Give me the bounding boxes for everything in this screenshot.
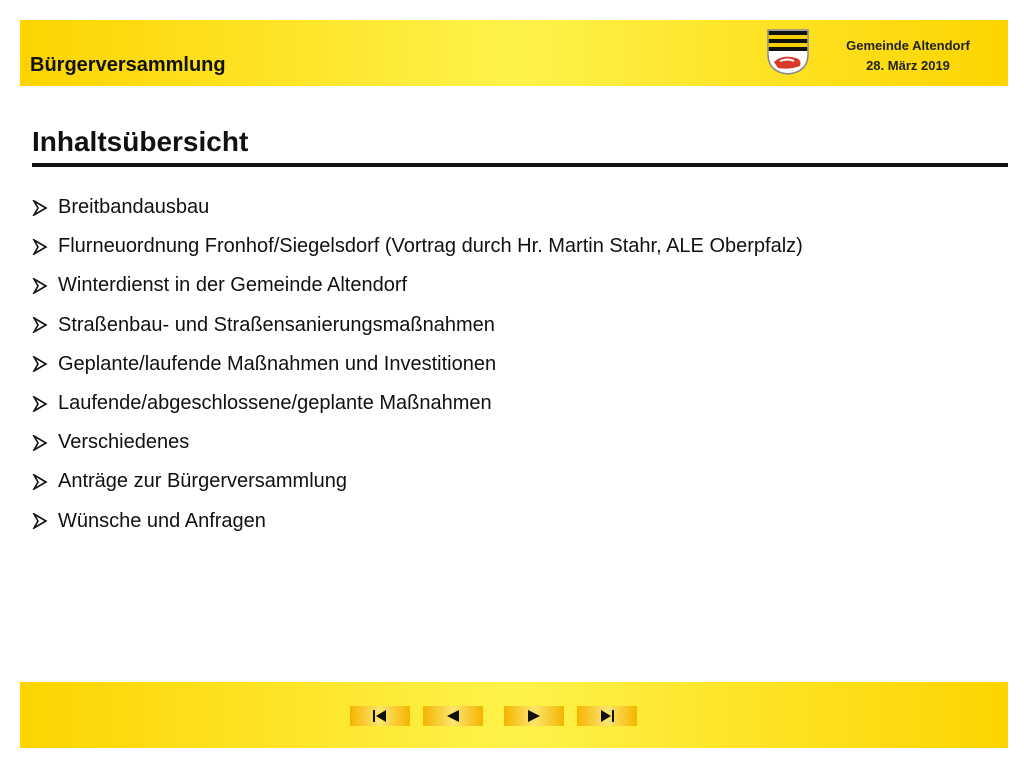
arrow-bullet-icon: [32, 513, 52, 529]
agenda-item: [32, 188, 803, 227]
arrow-bullet-icon: [32, 278, 52, 294]
last-slide-button[interactable]: [577, 706, 637, 726]
agenda-item-label: Laufende/abgeschlossene/geplante Maßnahmen: [58, 392, 492, 415]
agenda-item: [32, 345, 803, 384]
agenda-item: [32, 423, 803, 462]
last-slide-icon: [597, 709, 617, 723]
agenda-item: [32, 502, 803, 541]
agenda-item-label: Anträge zur Bürgerversammlung: [58, 470, 348, 493]
arrow-bullet-icon: [32, 356, 52, 372]
arrow-bullet-icon: [32, 396, 52, 412]
agenda-item: [32, 306, 803, 345]
arrow-bullet-icon: [32, 435, 52, 451]
arrow-bullet-icon: [32, 317, 52, 333]
presentation-title: Bürgerversammlung: [30, 54, 226, 76]
footer-bar: [20, 682, 1008, 748]
agenda-item-label: Wünsche und Anfragen: [58, 509, 266, 532]
first-slide-icon: [370, 709, 390, 723]
next-slide-icon: [524, 709, 544, 723]
previous-slide-icon: [443, 709, 463, 723]
agenda-item: [32, 384, 803, 423]
municipality-name: Gemeinde Altendorf: [846, 38, 970, 53]
arrow-bullet-icon: [32, 200, 52, 216]
agenda-item-label: Breitbandausbau: [58, 196, 210, 219]
agenda-item: [32, 462, 803, 501]
title-divider: [32, 163, 1008, 167]
agenda-item: [32, 227, 803, 266]
agenda-item-label: Winterdienst in der Gemeinde Altendorf: [58, 274, 408, 297]
page-title: Inhaltsübersicht: [32, 126, 249, 157]
header-bar: [20, 20, 1008, 86]
coat-of-arms-icon: [766, 28, 810, 76]
presentation-date: 28. März 2019: [866, 58, 950, 73]
previous-slide-button[interactable]: [423, 706, 483, 726]
agenda-list: [32, 188, 803, 541]
arrow-bullet-icon: [32, 474, 52, 490]
agenda-item-label: Flurneuordnung Fronhof/Siegelsdorf (Vortrag durch Hr. Martin Stahr, ALE Oberpfalz): [58, 235, 803, 258]
arrow-bullet-icon: [32, 239, 52, 255]
agenda-item-label: Straßenbau- und Straßensanierungsmaßnahmen: [58, 313, 495, 336]
first-slide-button[interactable]: [350, 706, 410, 726]
agenda-item-label: Geplante/laufende Maßnahmen und Investitionen: [58, 352, 497, 375]
next-slide-button[interactable]: [504, 706, 564, 726]
agenda-item-label: Verschiedenes: [58, 431, 190, 454]
agenda-item: [32, 266, 803, 305]
municipality-block: [828, 36, 988, 76]
